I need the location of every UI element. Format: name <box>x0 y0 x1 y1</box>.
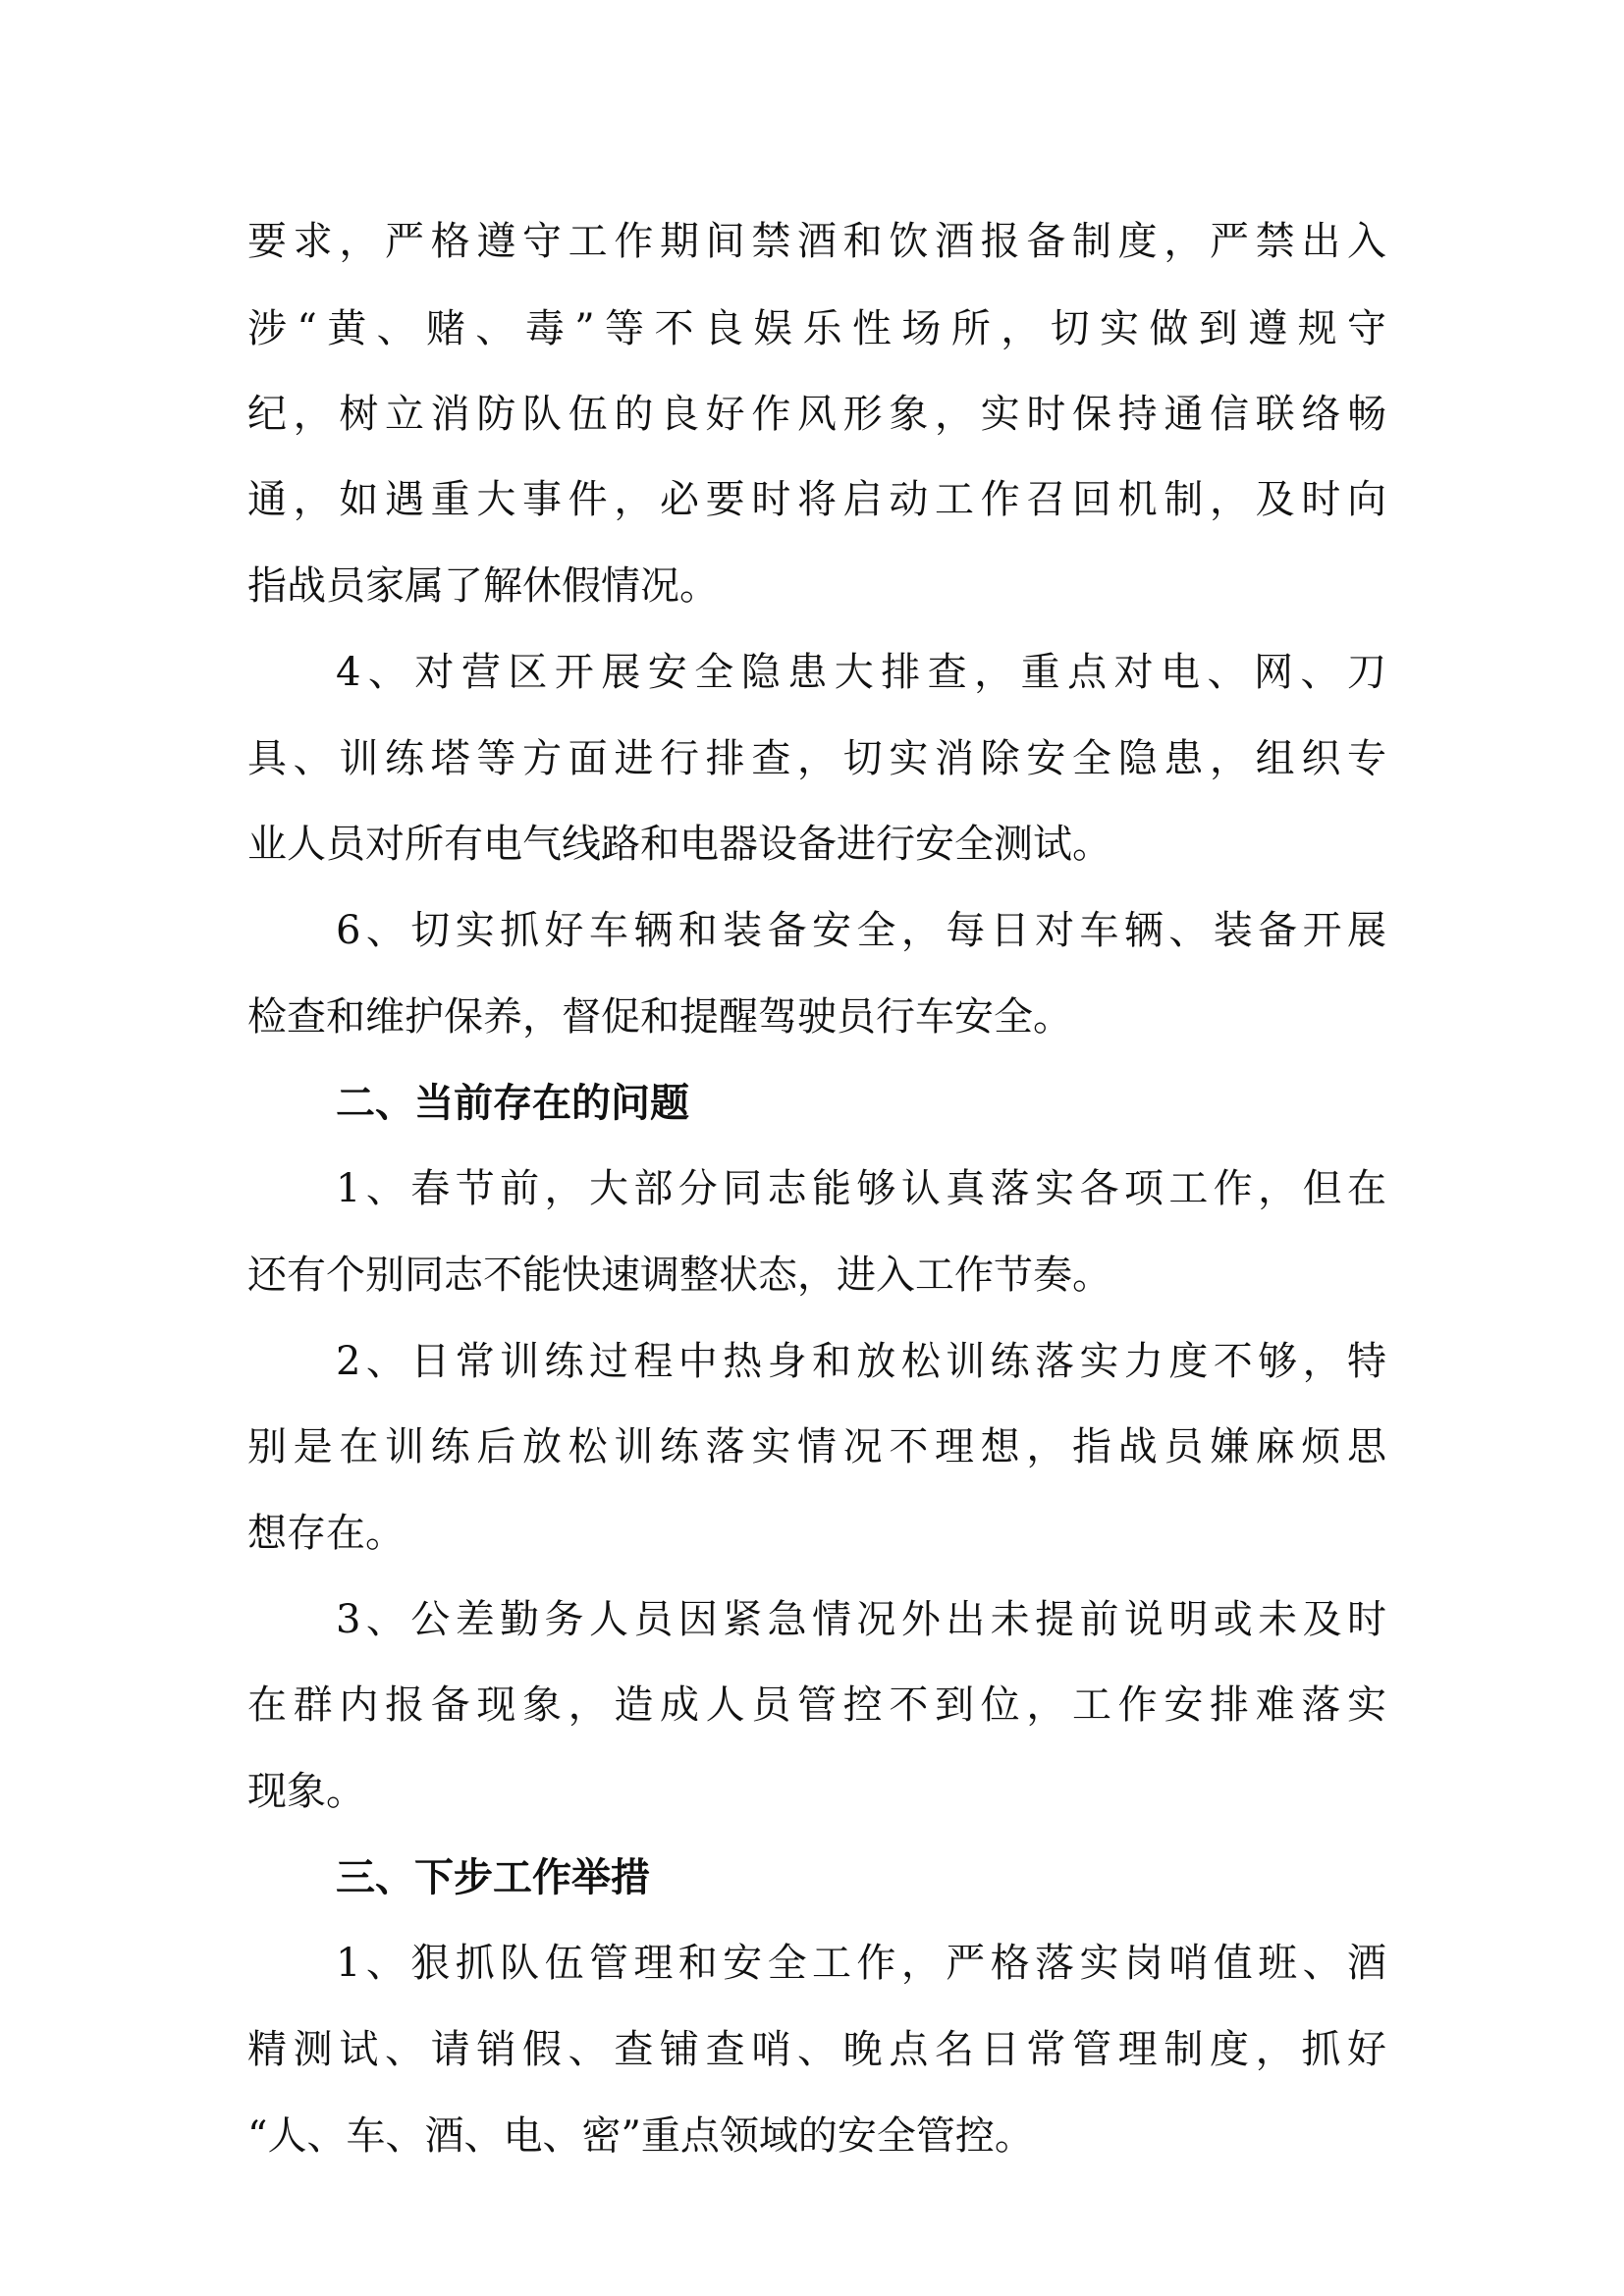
paragraph-line: 检查和维护保养，督促和提醒驾驶员行车安全。 <box>247 994 1072 1040</box>
paragraph-line: 还有个别同志不能快速调整状态，进入工作节奏。 <box>247 1253 1111 1298</box>
paragraph-line: 3、公差勤务人员因紧急情况外出未提前说明或未及时 <box>336 1597 1386 1642</box>
paragraph-line: 指战员家属了解休假情况。 <box>247 563 719 609</box>
paragraph-line: 现象。 <box>247 1769 365 1814</box>
paragraph-line: 2、日常训练过程中热身和放松训练落实力度不够，特 <box>336 1339 1386 1384</box>
paragraph-line: 1、春节前，大部分同志能够认真落实各项工作，但在 <box>336 1166 1386 1211</box>
paragraph-line: 精测试、请销假、查铺查哨、晚点名日常管理制度，抓好 <box>247 2027 1386 2072</box>
paragraph-line: 1、狠抓队伍管理和安全工作，严格落实岗哨值班、酒 <box>336 1941 1386 1986</box>
section-heading: 三、下步工作举措 <box>336 1855 650 1900</box>
paragraph-line: 要求，严格遵守工作期间禁酒和饮酒报备制度，严禁出入 <box>247 219 1386 264</box>
paragraph-line: 想存在。 <box>247 1511 405 1556</box>
section-heading: 二、当前存在的问题 <box>336 1081 689 1126</box>
paragraph-line: 别是在训练后放松训练落实情况不理想，指战员嫌麻烦思 <box>247 1424 1386 1469</box>
paragraph-line: 4、对营区开展安全隐患大排查，重点对电、网、刀 <box>336 650 1386 695</box>
paragraph-line: “人、车、酒、电、密”重点领域的安全管控。 <box>247 2113 1034 2159</box>
paragraph-line: 业人员对所有电气线路和电器设备进行安全测试。 <box>247 822 1111 867</box>
paragraph-line: 在群内报备现象，造成人员管控不到位，工作安排难落实 <box>247 1682 1386 1728</box>
paragraph-line: 6、切实抓好车辆和装备安全，每日对车辆、装备开展 <box>336 908 1386 953</box>
paragraph-line: 涉“黄、赌、毒”等不良娱乐性场所，切实做到遵规守 <box>247 306 1386 351</box>
paragraph-line: 纪，树立消防队伍的良好作风形象，实时保持通信联络畅 <box>247 392 1386 437</box>
paragraph-line: 具、训练塔等方面进行排查，切实消除安全隐患，组织专 <box>247 736 1386 781</box>
paragraph-line: 通，如遇重大事件，必要时将启动工作召回机制，及时向 <box>247 477 1386 522</box>
